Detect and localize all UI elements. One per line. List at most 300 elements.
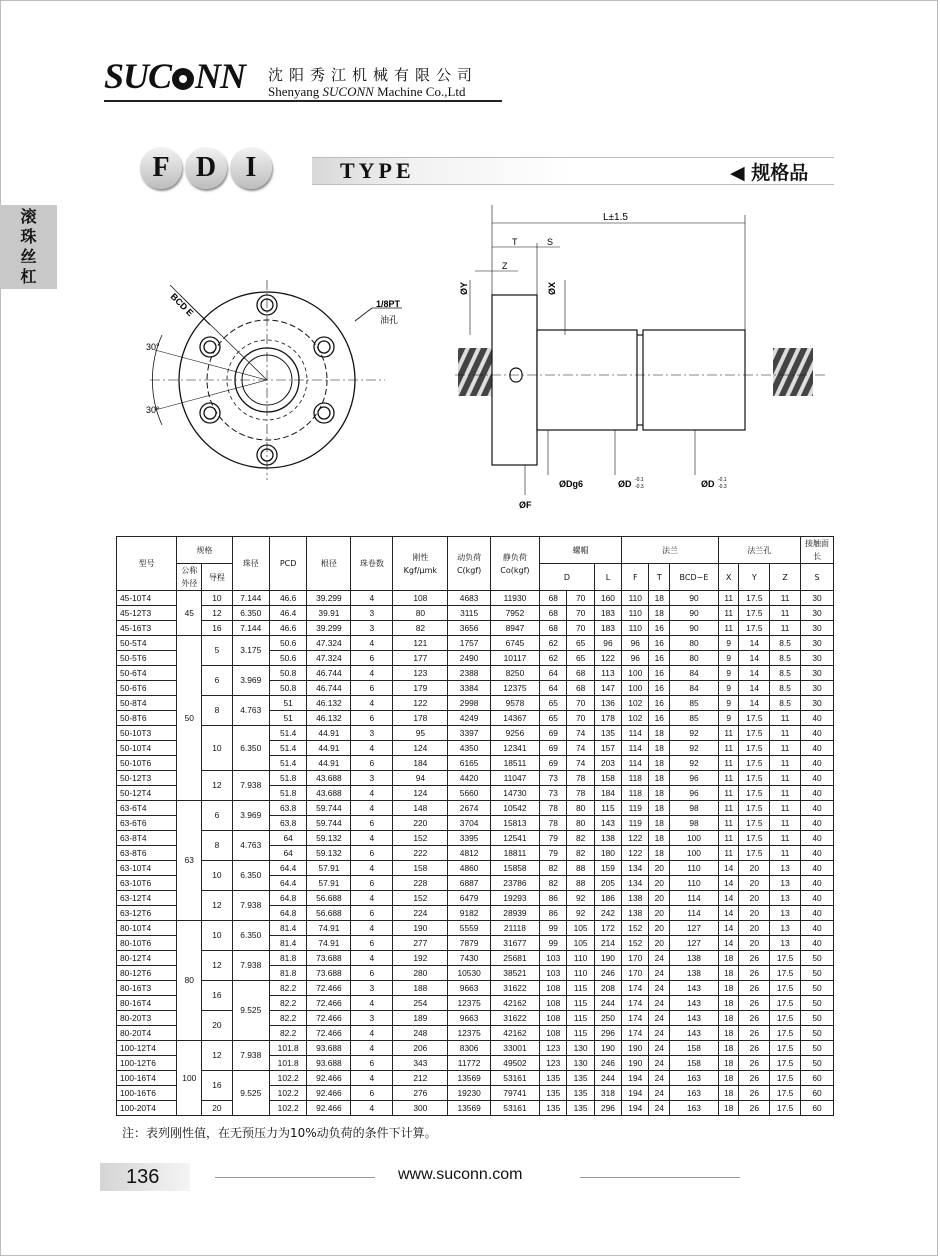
cell-turns: 4 [351,921,393,936]
cell-L: 190 [594,951,621,966]
cell-turns: 4 [351,951,393,966]
front-view-drawing [140,275,440,495]
cell-stat-load: 15858 [490,861,539,876]
col-turns: 珠卷数 [351,537,393,591]
cell-S: 40 [801,801,834,816]
cell-BCD: 110 [670,876,719,891]
cell-S: 40 [801,726,834,741]
cell-D1: 82 [540,876,567,891]
cell-S: 30 [801,651,834,666]
cell-stat-load: 12341 [490,741,539,756]
cell-turns: 3 [351,1011,393,1026]
cell-ball-dia: 6.350 [232,726,269,771]
cell-rigidity: 189 [393,1011,448,1026]
d1-label: ØD [618,479,632,489]
header-rule [104,100,502,102]
d2-tol-bot: -0.3 [718,484,727,490]
cell-dyn-load: 5660 [448,786,490,801]
cell-BCD: 143 [670,1011,719,1026]
cell-turns: 6 [351,756,393,771]
cell-S: 50 [801,1041,834,1056]
cell-model: 63-6T6 [117,816,177,831]
cell-BCD: 96 [670,771,719,786]
cell-pcd: 63.8 [269,801,306,816]
cell-D2: 68 [567,666,594,681]
cell-pcd: 64.4 [269,876,306,891]
cell-stat-load: 8250 [490,666,539,681]
cell-Y: 20 [739,921,770,936]
cell-D1: 103 [540,951,567,966]
col-L: L [594,564,621,591]
cell-F: 174 [622,981,649,996]
table-row [117,1041,834,1056]
cell-Z: 11 [770,711,801,726]
cell-Z: 8.5 [770,696,801,711]
cell-T: 18 [649,606,670,621]
col-T: T [649,564,670,591]
cell-X: 14 [718,936,739,951]
col-Z: Z [770,564,801,591]
y-label: ØY [459,281,469,295]
cell-model: 100-12T4 [117,1041,177,1056]
cell-X: 18 [718,1071,739,1086]
cell-model: 50-12T4 [117,786,177,801]
cell-turns: 3 [351,621,393,636]
cell-turns: 6 [351,651,393,666]
cell-model: 80-12T4 [117,951,177,966]
cell-F: 100 [622,681,649,696]
cell-root: 44.91 [307,726,351,741]
cell-ball-dia: 7.938 [232,1041,269,1071]
cell-rigidity: 188 [393,981,448,996]
cell-Z: 11 [770,741,801,756]
cell-rigidity: 123 [393,666,448,681]
cell-rigidity: 178 [393,711,448,726]
cell-Z: 17.5 [770,966,801,981]
cell-T: 24 [649,996,670,1011]
cell-pcd: 64.4 [269,861,306,876]
cell-turns: 4 [351,741,393,756]
cell-nominal: 100 [177,1041,202,1116]
cell-turns: 4 [351,1101,393,1116]
cell-rigidity: 228 [393,876,448,891]
cell-stat-load: 12541 [490,831,539,846]
cell-ball-dia: 7.144 [232,621,269,636]
cell-Y: 14 [739,681,770,696]
cell-T: 24 [649,951,670,966]
cell-D1: 65 [540,711,567,726]
table-row [117,951,834,966]
col-rigidity [393,537,448,591]
cell-lead: 8 [202,696,232,726]
cell-dyn-load: 2674 [448,801,490,816]
cell-lead: 10 [202,726,232,771]
cell-X: 11 [718,606,739,621]
cell-lead: 10 [202,861,232,891]
type-badge-i: I [230,147,272,189]
cell-rigidity: 152 [393,891,448,906]
x-label: ØX [547,281,557,295]
cell-L: 250 [594,1011,621,1026]
table-row [117,636,834,651]
cell-F: 119 [622,816,649,831]
cell-X: 18 [718,1086,739,1101]
cell-S: 50 [801,1026,834,1041]
cell-stat-load: 31677 [490,936,539,951]
cell-S: 30 [801,636,834,651]
cell-X: 11 [718,801,739,816]
cell-BCD: 90 [670,606,719,621]
table-row [117,726,834,741]
cell-D1: 62 [540,651,567,666]
cell-lead: 5 [202,636,232,666]
cell-stat-load: 42162 [490,996,539,1011]
cell-Y: 26 [739,1086,770,1101]
table-row [117,981,834,996]
cell-root: 59.132 [307,831,351,846]
side-tab-char: 滚 [20,207,37,226]
col-contact: 接触面长 [801,537,834,564]
cell-dyn-load: 3397 [448,726,490,741]
cell-stat-load: 33001 [490,1041,539,1056]
cell-Y: 26 [739,1011,770,1026]
cell-dyn-load: 9663 [448,981,490,996]
cell-pcd: 51 [269,696,306,711]
cell-T: 18 [649,831,670,846]
cell-lead: 12 [202,951,232,981]
cell-dyn-load: 13569 [448,1071,490,1086]
cell-pcd: 64.8 [269,891,306,906]
cell-L: 172 [594,921,621,936]
cell-F: 190 [622,1056,649,1071]
cell-root: 93.688 [307,1056,351,1071]
cell-stat-load: 23786 [490,876,539,891]
cell-L: 159 [594,861,621,876]
cell-L: 143 [594,816,621,831]
cell-L: 157 [594,741,621,756]
cell-F: 110 [622,606,649,621]
cell-dyn-load: 4350 [448,741,490,756]
cell-S: 60 [801,1071,834,1086]
col-F: F [622,564,649,591]
cell-rigidity: 343 [393,1056,448,1071]
cell-X: 14 [718,876,739,891]
cell-stat-load: 79741 [490,1086,539,1101]
cell-stat-load: 49502 [490,1056,539,1071]
cell-BCD: 92 [670,741,719,756]
cell-rigidity: 179 [393,681,448,696]
cell-stat-load: 9578 [490,696,539,711]
cell-turns: 4 [351,831,393,846]
cell-root: 72.466 [307,1011,351,1026]
cell-model: 50-8T4 [117,696,177,711]
cell-model: 80-16T4 [117,996,177,1011]
cell-T: 16 [649,636,670,651]
cell-X: 11 [718,816,739,831]
cell-Y: 17.5 [739,831,770,846]
cell-X: 9 [718,696,739,711]
cell-rigidity: 276 [393,1086,448,1101]
cell-model: 50-10T3 [117,726,177,741]
cell-F: 96 [622,636,649,651]
cell-root: 39.91 [307,606,351,621]
table-row [117,591,834,606]
cell-ball-dia: 6.350 [232,606,269,621]
cell-D1: 123 [540,1056,567,1071]
cell-Z: 17.5 [770,1101,801,1116]
cell-root: 59.744 [307,816,351,831]
cell-root: 57.91 [307,876,351,891]
cell-T: 18 [649,846,670,861]
cell-F: 152 [622,936,649,951]
cell-lead: 6 [202,666,232,696]
cell-model: 45-10T4 [117,591,177,606]
cell-D1: 69 [540,726,567,741]
cell-Z: 17.5 [770,1056,801,1071]
bolt-hole [314,403,334,423]
cell-pcd: 51.4 [269,756,306,771]
cell-stat-load: 15813 [490,816,539,831]
col-nut: 螺帽 [540,537,622,564]
dg6-label: ØDg6 [559,479,584,489]
cell-BCD: 110 [670,861,719,876]
cell-root: 73.688 [307,966,351,981]
col-flange-hole: 法兰孔 [718,537,800,564]
spec-label: ◀ 规格品 [730,162,809,184]
cell-F: 96 [622,651,649,666]
cell-D2: 92 [567,891,594,906]
cell-Y: 26 [739,981,770,996]
cell-BCD: 92 [670,756,719,771]
company-en-prefix: Shenyang [268,84,323,99]
cell-Y: 14 [739,666,770,681]
cell-turns: 4 [351,666,393,681]
cell-model: 50-5T6 [117,651,177,666]
cell-X: 18 [718,951,739,966]
cell-Z: 8.5 [770,636,801,651]
cell-root: 46.132 [307,696,351,711]
cell-BCD: 143 [670,1026,719,1041]
cell-D2: 135 [567,1086,594,1101]
cell-ball-dia: 3.175 [232,636,269,666]
cell-stat-load: 28939 [490,906,539,921]
cell-D1: 73 [540,786,567,801]
cell-X: 11 [718,831,739,846]
nut-body-left [537,330,637,430]
cell-stat-load: 18811 [490,846,539,861]
cell-T: 24 [649,1041,670,1056]
cell-Z: 11 [770,606,801,621]
cell-S: 40 [801,891,834,906]
cell-D1: 73 [540,771,567,786]
cell-pcd: 81.8 [269,951,306,966]
cell-rigidity: 148 [393,801,448,816]
cell-ball-dia: 3.969 [232,666,269,696]
cell-F: 110 [622,621,649,636]
cell-lead: 20 [202,1011,232,1041]
cell-S: 30 [801,621,834,636]
cell-model: 50-6T6 [117,681,177,696]
cell-pcd: 51.8 [269,771,306,786]
table-row [117,1071,834,1086]
cell-root: 72.466 [307,981,351,996]
cell-pcd: 81.4 [269,921,306,936]
cell-L: 115 [594,801,621,816]
cell-T: 24 [649,981,670,996]
cell-F: 194 [622,1071,649,1086]
table-row [117,606,834,621]
cell-BCD: 163 [670,1101,719,1116]
cell-model: 63-10T4 [117,861,177,876]
cell-Y: 26 [739,996,770,1011]
cell-D2: 92 [567,906,594,921]
cell-S: 30 [801,696,834,711]
cell-T: 16 [649,681,670,696]
cell-D2: 68 [567,681,594,696]
t-label: T [512,237,518,247]
cell-T: 18 [649,786,670,801]
cell-L: 184 [594,786,621,801]
cell-F: 122 [622,846,649,861]
cell-root: 39.299 [307,621,351,636]
cell-root: 74.91 [307,936,351,951]
col-pcd: PCD [269,537,306,591]
cell-rigidity: 82 [393,621,448,636]
cell-Y: 20 [739,906,770,921]
cell-D1: 108 [540,1011,567,1026]
cell-D2: 82 [567,846,594,861]
cell-S: 50 [801,966,834,981]
cell-X: 11 [718,846,739,861]
cell-Z: 13 [770,936,801,951]
cell-dyn-load: 1757 [448,636,490,651]
cell-L: 296 [594,1026,621,1041]
cell-pcd: 82.2 [269,1026,306,1041]
cell-model: 100-16T4 [117,1071,177,1086]
cell-L: 136 [594,696,621,711]
table-row [117,921,834,936]
cell-model: 45-12T3 [117,606,177,621]
cell-turns: 3 [351,726,393,741]
cell-model: 80-20T4 [117,1026,177,1041]
cell-Z: 17.5 [770,951,801,966]
cell-T: 20 [649,921,670,936]
cell-S: 50 [801,996,834,1011]
cell-X: 11 [718,726,739,741]
cell-L: 244 [594,1071,621,1086]
cell-Y: 20 [739,861,770,876]
cell-T: 20 [649,876,670,891]
cell-lead: 16 [202,621,232,636]
cell-pcd: 50.8 [269,666,306,681]
cell-D2: 78 [567,786,594,801]
cell-model: 63-12T6 [117,906,177,921]
cell-D2: 74 [567,726,594,741]
cell-rigidity: 254 [393,996,448,1011]
cell-rigidity: 124 [393,741,448,756]
cell-dyn-load: 11772 [448,1056,490,1071]
cell-dyn-load: 2388 [448,666,490,681]
bcd-label: BCD E [168,291,196,319]
cell-D2: 82 [567,831,594,846]
cell-pcd: 46.4 [269,606,306,621]
cell-turns: 3 [351,771,393,786]
cell-Z: 13 [770,906,801,921]
cell-rigidity: 192 [393,951,448,966]
cell-lead: 6 [202,801,232,831]
col-flange: 法兰 [622,537,719,564]
cell-D2: 115 [567,981,594,996]
col-nominal: 公称外径 [177,564,202,591]
cell-S: 30 [801,591,834,606]
cell-Z: 17.5 [770,981,801,996]
col-D: D [540,564,595,591]
cell-T: 24 [649,1056,670,1071]
cell-model: 50-10T6 [117,756,177,771]
cell-model: 63-12T4 [117,891,177,906]
cell-S: 60 [801,1086,834,1101]
cell-X: 11 [718,591,739,606]
cell-S: 50 [801,1011,834,1026]
col-static-load [490,537,539,591]
cell-rigidity: 177 [393,651,448,666]
cell-D2: 65 [567,636,594,651]
cell-D1: 79 [540,831,567,846]
side-tab-char: 丝 [20,247,37,266]
cell-Y: 17.5 [739,771,770,786]
cell-lead: 10 [202,921,232,951]
cell-T: 16 [649,711,670,726]
cell-L: 242 [594,906,621,921]
cell-X: 9 [718,636,739,651]
table-row [117,771,834,786]
cell-rigidity: 212 [393,1071,448,1086]
cell-D1: 79 [540,846,567,861]
cell-root: 72.466 [307,1026,351,1041]
table-row [117,1101,834,1116]
cell-D2: 88 [567,861,594,876]
spec-table [116,536,834,1116]
cell-D2: 105 [567,936,594,951]
cell-turns: 4 [351,801,393,816]
cell-X: 11 [718,786,739,801]
cell-D2: 130 [567,1056,594,1071]
cell-T: 18 [649,801,670,816]
cell-D1: 135 [540,1101,567,1116]
cell-L: 318 [594,1086,621,1101]
cell-BCD: 98 [670,801,719,816]
company-name-cn: 沈阳秀江机械有限公司 [268,66,479,84]
company-en-suffix: Machine Co.,Ltd [373,84,466,99]
cell-dyn-load: 6165 [448,756,490,771]
table-note: 注：表列刚性值，在无预压力为10%动负荷的条件下计算。 [122,1126,437,1140]
cell-T: 24 [649,1101,670,1116]
cell-rigidity: 108 [393,591,448,606]
cell-rigidity: 95 [393,726,448,741]
cell-Y: 20 [739,876,770,891]
cell-stat-load: 11930 [490,591,539,606]
cell-F: 194 [622,1101,649,1116]
cell-L: 178 [594,711,621,726]
d1-tol-top: -0.1 [635,477,644,483]
cell-F: 102 [622,696,649,711]
cell-root: 73.688 [307,951,351,966]
cell-dyn-load: 4420 [448,771,490,786]
col-dynamic-load [448,537,490,591]
cell-ball-dia: 4.763 [232,696,269,726]
cell-T: 18 [649,756,670,771]
cell-X: 9 [718,651,739,666]
